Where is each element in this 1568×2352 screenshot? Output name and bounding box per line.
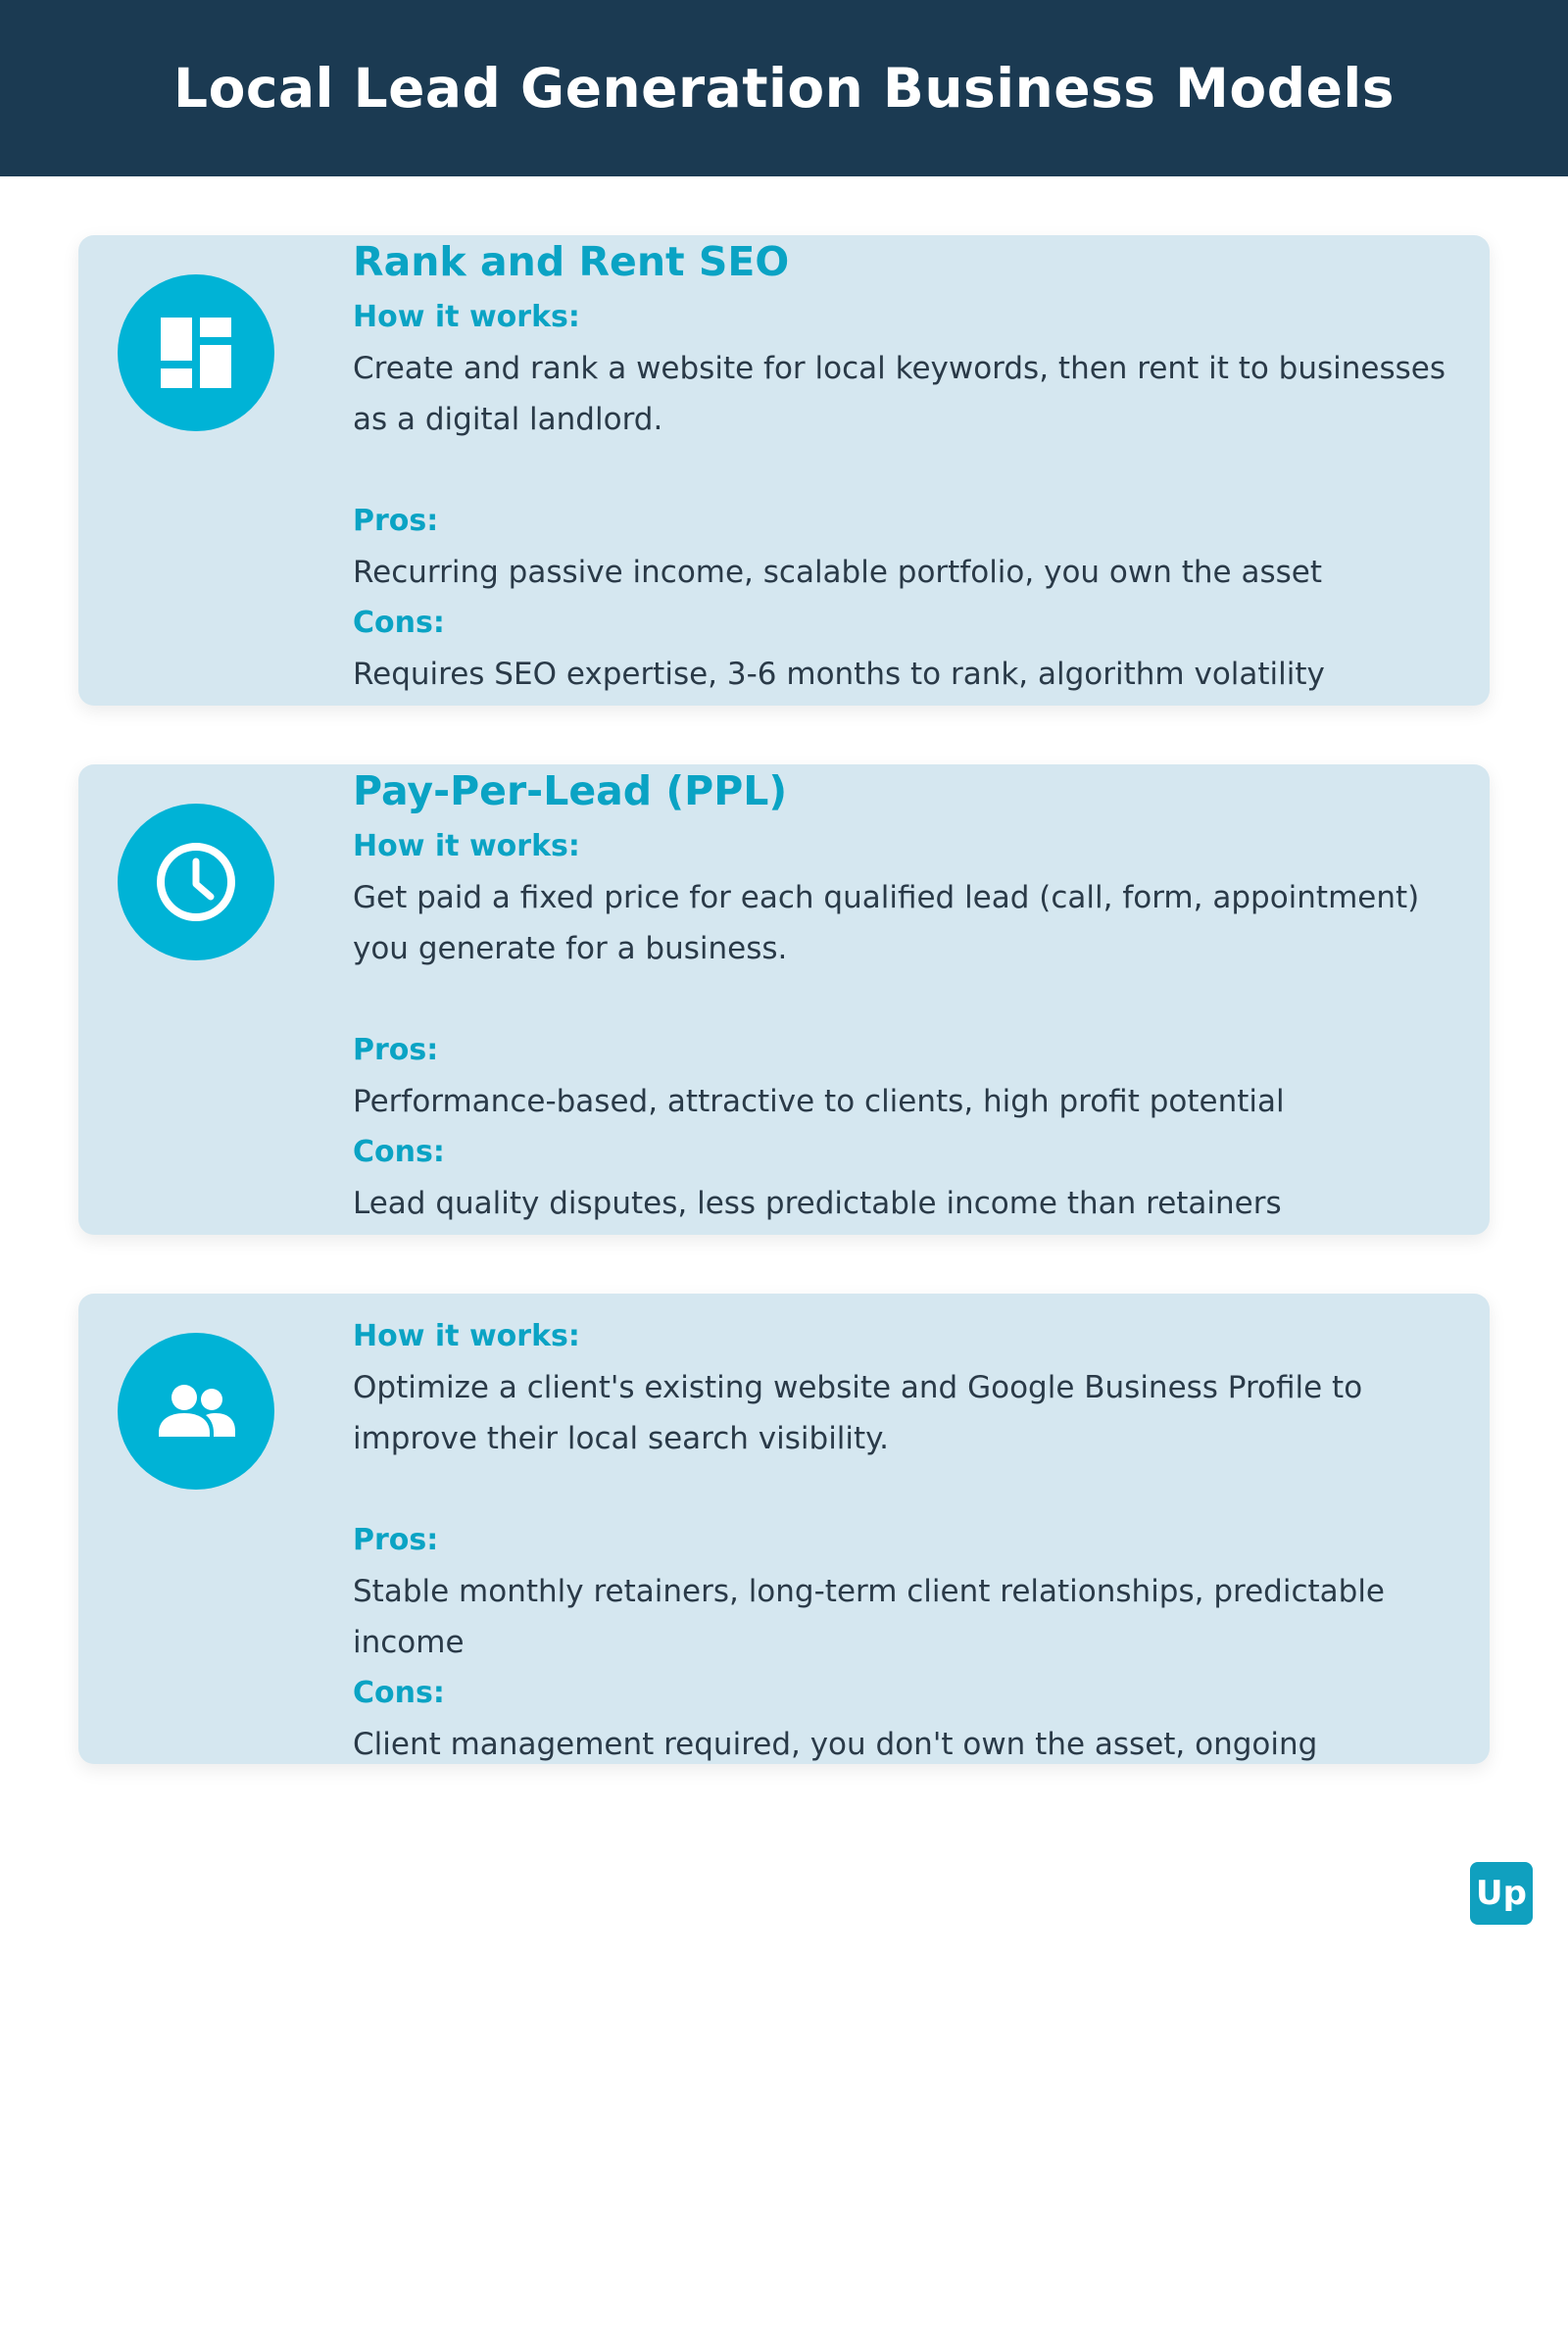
dashboard-icon <box>118 274 274 431</box>
clock-icon <box>118 804 274 960</box>
cons-label: Cons: <box>353 1135 445 1169</box>
card-body <box>353 764 1450 1229</box>
how-it-works-text: as a digital landlord. <box>353 402 663 437</box>
card-body <box>353 1303 1450 1770</box>
card-body <box>353 235 1450 700</box>
how-it-works-text: Get paid a fixed price for each qualified lead (call, form, appointment) <box>353 880 1420 915</box>
how-it-works-label: How it works: <box>353 829 580 863</box>
how-it-works-text: you generate for a business. <box>353 931 788 966</box>
brand-logo: Up <box>1470 1862 1533 1925</box>
how-it-works-label: How it works: <box>353 300 580 334</box>
cons-text: Requires SEO expertise, 3-6 months to rank, algorithm volatility <box>353 657 1325 692</box>
header-banner <box>0 0 1568 176</box>
page-title: Local Lead Generation Business Models <box>173 57 1395 120</box>
pros-text: Performance-based, attractive to clients, high profit potential <box>353 1084 1285 1119</box>
card-title: Rank and Rent SEO <box>353 238 790 285</box>
pros-text: income <box>353 1625 465 1660</box>
pros-text: Recurring passive income, scalable portfolio, you own the asset <box>353 555 1322 590</box>
how-it-works-text: improve their local search visibility. <box>353 1421 889 1456</box>
people-icon <box>118 1333 274 1490</box>
how-it-works-text: Create and rank a website for local keywords, then rent it to businesses <box>353 351 1446 386</box>
card-local-seo-services <box>78 1294 1490 1764</box>
cons-text: Lead quality disputes, less predictable income than retainers <box>353 1186 1282 1221</box>
pros-label: Pros: <box>353 1033 439 1067</box>
card-rank-and-rent <box>78 235 1490 706</box>
cons-label: Cons: <box>353 606 445 640</box>
how-it-works-label: How it works: <box>353 1319 580 1353</box>
pros-text: Stable monthly retainers, long-term client relationships, predictable <box>353 1574 1386 1609</box>
pros-label: Pros: <box>353 1523 439 1557</box>
pros-label: Pros: <box>353 504 439 538</box>
how-it-works-text: Optimize a client's existing website and Google Business Profile to <box>353 1370 1363 1405</box>
card-title: Pay-Per-Lead (PPL) <box>353 767 788 814</box>
card-pay-per-lead <box>78 764 1490 1235</box>
cons-label: Cons: <box>353 1676 445 1710</box>
cons-text: Client management required, you don't own the asset, ongoing <box>353 1727 1318 1762</box>
